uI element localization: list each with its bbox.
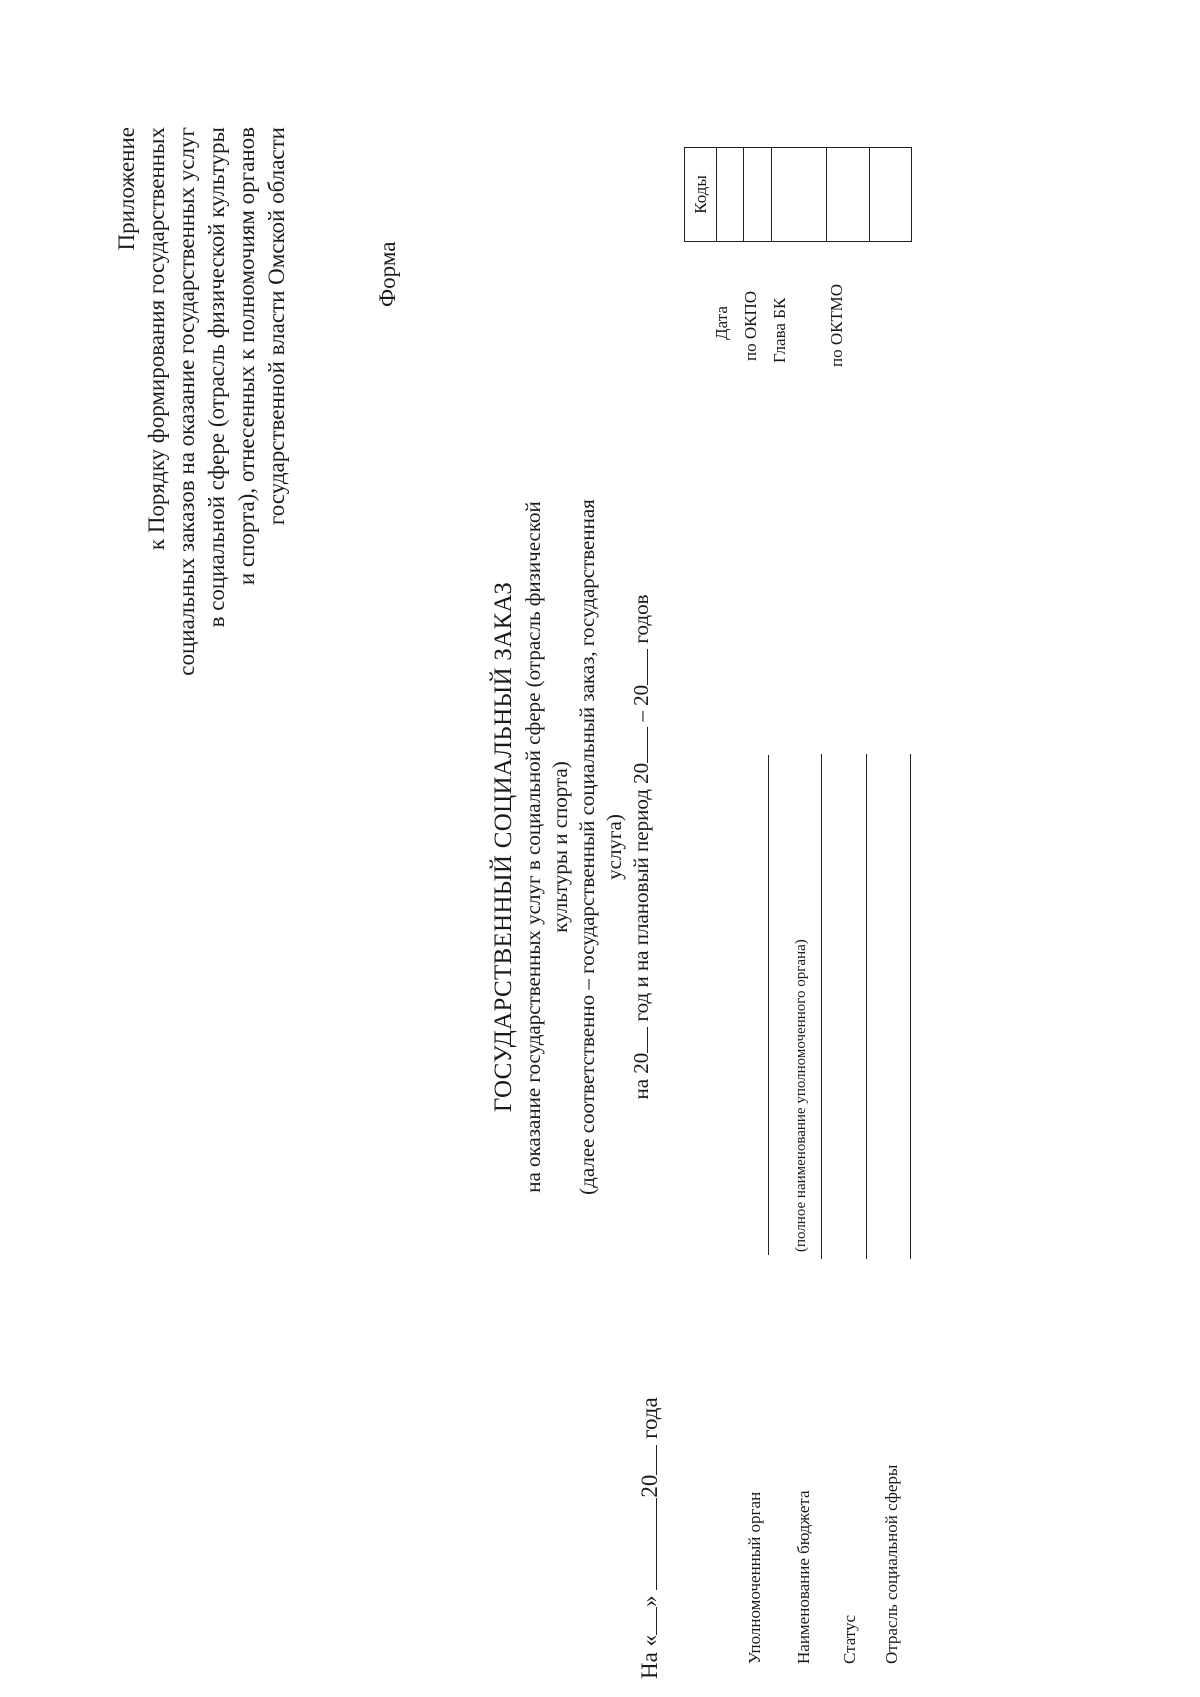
status-fill-line[interactable] [866, 754, 867, 1259]
oktmo-code-label: по ОКТМО [827, 283, 846, 367]
status-label: Статус [840, 1614, 859, 1664]
date-mid: » [637, 1595, 662, 1607]
period-year-blank[interactable] [629, 1027, 648, 1053]
codes-table [684, 147, 912, 242]
okpo-code-label: по ОКПО [741, 290, 760, 361]
appendix-line: Приложение [114, 127, 139, 251]
budget-fill-line[interactable] [821, 754, 822, 1259]
sector-label: Отрасль социальной сферы [882, 1464, 901, 1664]
authority-fill-line[interactable] [768, 755, 769, 1255]
date-line [636, 1397, 663, 1679]
date-suffix: года [637, 1397, 662, 1439]
planning-period [628, 467, 655, 1227]
period-year-blank-3[interactable] [629, 649, 648, 685]
year-prefix: 20 [637, 1474, 662, 1498]
title-subline: на оказание государственных услуг в социальной сфере (отрасль физической культуры и спорта) [521, 501, 572, 1193]
appendix-line: государственной власти Омской области [264, 127, 289, 526]
period-dash: – 20 [629, 684, 653, 722]
extra-code-cell[interactable] [870, 148, 912, 242]
oktmo-code-cell[interactable] [827, 148, 870, 242]
glava-bk-code-label: Глава БК [770, 297, 789, 363]
appendix-line: к Порядку формирования государственных [144, 127, 169, 551]
period-prefix: на 20 [629, 1052, 653, 1100]
form-label: Форма [375, 241, 400, 307]
date-prefix: На « [637, 1634, 662, 1679]
okpo-code-cell[interactable] [744, 148, 772, 242]
document-title: ГОСУДАРСТВЕННЫЙ СОЦИАЛЬНЫЙ ЗАКАЗ [490, 581, 517, 1113]
appendix-header [112, 127, 292, 687]
period-year-blank-2[interactable] [629, 727, 648, 763]
date-code-cell[interactable] [717, 148, 744, 242]
month-blank[interactable] [636, 1498, 657, 1590]
authority-label: Уполномоченный орган [745, 1491, 764, 1664]
appendix-line: в социальной сфере (отрасль физической культуры [204, 127, 229, 628]
title-subline-abbrev: (далее соответственно – государственный социальный заказ, государственная услуга) [575, 499, 626, 1195]
appendix-line: и спорта), отнесенных к полномочиям органов [234, 127, 259, 586]
appendix-line: социальных заказов на оказание государственных услуг [174, 127, 199, 676]
period-middle: год и на плановый период 20 [629, 762, 653, 1022]
glava-bk-code-cell[interactable] [772, 148, 827, 242]
date-code-label: Дата [712, 306, 731, 340]
authority-caption: (полное наименование уполномоченного органа) [793, 939, 809, 1252]
codes-header: Коды [685, 148, 717, 242]
year-blank[interactable] [636, 1445, 657, 1475]
day-blank[interactable] [636, 1607, 657, 1635]
document-title-block [488, 467, 655, 1227]
budget-label: Наименование бюджета [794, 1490, 813, 1664]
sector-fill-line[interactable] [910, 754, 911, 1259]
period-suffix: годов [629, 594, 653, 644]
